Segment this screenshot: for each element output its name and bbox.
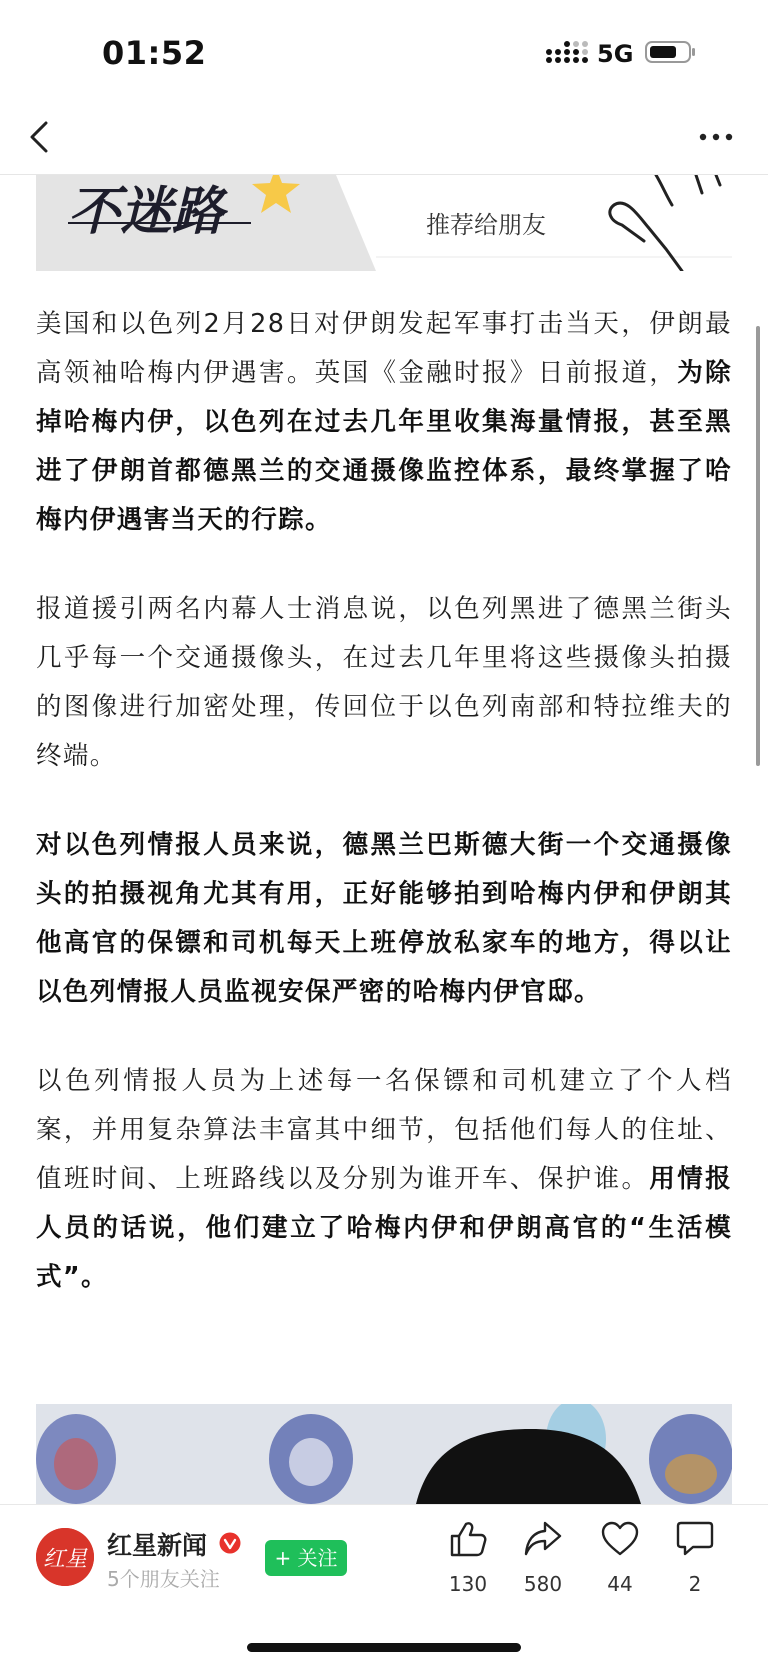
home-indicator[interactable] — [247, 1643, 521, 1652]
star-icon — [248, 175, 304, 223]
heart-icon — [600, 1520, 640, 1558]
banner-cta-text: 推荐给朋友 — [426, 211, 546, 239]
like-count: 130 — [448, 1572, 488, 1596]
banner-logo-text: 不迷路 — [68, 181, 225, 242]
battery-icon — [645, 40, 697, 64]
share-button[interactable] — [508, 1520, 578, 1596]
thumbs-up-icon — [448, 1520, 488, 1558]
image-content — [36, 1404, 732, 1504]
article-paragraph — [36, 1057, 732, 1302]
status-bar — [0, 0, 768, 100]
source-avatar[interactable] — [36, 1528, 94, 1586]
avatar-text: 红星 — [42, 1547, 88, 1572]
paragraph-text: 美国和以色列2月28日对伊朗发起军事打击当天，伊朗最高领袖哈梅内伊遇害。英国《金融时报》日前报道， — [36, 309, 732, 388]
signal-icon — [545, 40, 589, 66]
hand-pointer-icon — [596, 175, 732, 271]
avatar-logo-icon — [36, 1528, 94, 1586]
article-paragraph — [36, 585, 732, 781]
share-count: 580 — [523, 1572, 563, 1596]
verified-icon — [219, 1532, 241, 1554]
status-time: 01:52 — [102, 34, 207, 72]
source-name[interactable]: 红星新闻 — [107, 1531, 208, 1560]
article-body — [36, 300, 732, 1342]
paragraph-text: 报道援引两名内幕人士消息说，以色列黑进了德黑兰街头几乎每一个交通摄像头，在过去几年里将这些摄像头拍摄的图像进行加密处理，传回位于以色列南部和特拉维夫的终端。 — [36, 594, 732, 771]
article-image[interactable] — [36, 1404, 732, 1504]
comment-button[interactable] — [660, 1520, 730, 1596]
favorite-button[interactable] — [585, 1520, 655, 1596]
paragraph-bold-text: 用情报人员的话说，他们建立了哈梅内伊和伊朗高官的“生活模式”。 — [36, 1164, 733, 1292]
back-icon[interactable] — [26, 118, 56, 156]
follow-button[interactable]: + 关注 — [265, 1540, 347, 1576]
followers-text: 5个朋友关注 — [107, 1567, 220, 1591]
favorite-count: 44 — [607, 1572, 633, 1596]
nav-bar — [0, 100, 768, 175]
comment-icon — [675, 1520, 715, 1558]
like-button[interactable] — [433, 1520, 503, 1596]
paragraph-bold-text: 对以色列情报人员来说，德黑兰巴斯德大街一个交通摄像头的拍摄视角尤其有用，正好能够拍到哈梅内伊和伊朗其他高官的保镖和司机每天上班停放私家车的地方，得以让以色列情报人员监视安保严密的哈梅内伊官邸。 — [36, 830, 732, 1007]
recommend-banner[interactable] — [36, 175, 732, 271]
scrollbar[interactable] — [756, 326, 760, 766]
article-paragraph — [36, 821, 732, 1017]
article-paragraph — [36, 300, 732, 545]
share-icon — [523, 1520, 563, 1558]
paragraph-text: 以色列情报人员为上述每一名保镖和司机建立了个人档案，并用复杂算法丰富其中细节，包括他们每人的住址、值班时间、上班路线以及分别为谁开车、保护谁。 — [36, 1066, 732, 1194]
more-icon[interactable] — [698, 128, 734, 146]
comment-count: 2 — [688, 1572, 702, 1596]
network-type: 5G — [597, 40, 634, 68]
paragraph-bold-text: 为除掉哈梅内伊，以色列在过去几年里收集海量情报，甚至黑进了伊朗首都德黑兰的交通摄像监控体系，最终掌握了哈梅内伊遇害当天的行踪。 — [36, 358, 732, 535]
